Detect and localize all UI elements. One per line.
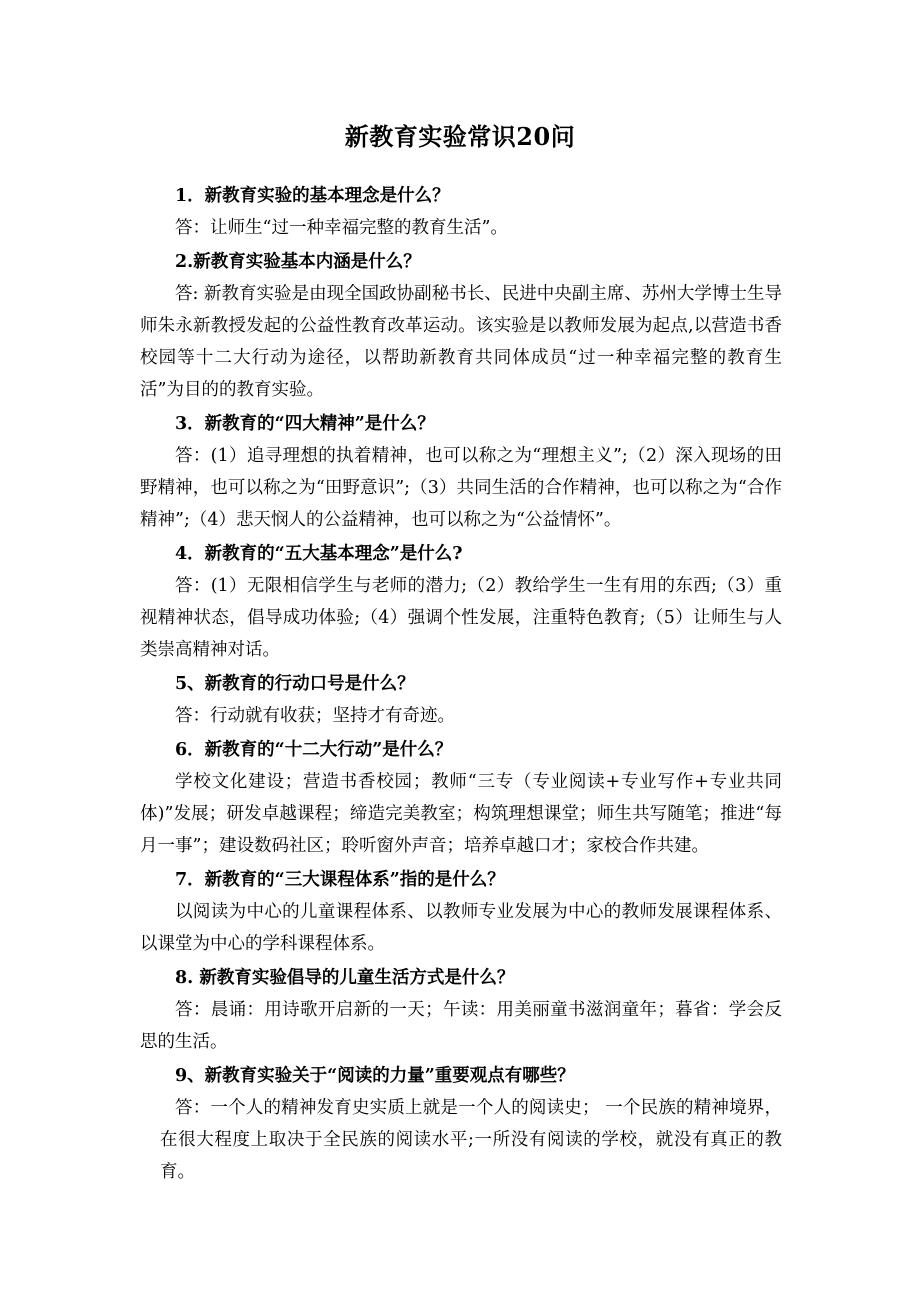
question-9: 9、新教育实验关于“阅读的力量”重要观点有哪些？ <box>175 1066 575 1086</box>
question-7: 7．新教育的“三大课程体系”指的是什么？ <box>175 870 505 890</box>
qa-item-8 <box>140 960 782 1058</box>
qa-item-6 <box>140 732 782 862</box>
qa-item-3 <box>140 406 782 536</box>
qa-list <box>140 178 782 1188</box>
question-3: 3．新教育的“四大精神”是什么？ <box>175 414 435 434</box>
qa-item-2 <box>140 244 782 406</box>
question-2: 2.新教育实验基本内涵是什么？ <box>175 252 421 272</box>
question-8: 8. 新教育实验倡导的儿童生活方式是什么？ <box>175 968 515 988</box>
question-1: 1．新教育实验的基本理念是什么？ <box>175 186 450 206</box>
qa-item-1 <box>140 178 782 244</box>
answer-3: 答：(1）追寻理想的执着精神，也可以称之为“理想主义”;（2）深入现场的田野精神，也可以称之为“田野意识”;（3）共同生活的合作精神，也可以称之为“合作精神”;（4）悲天悯人的公益精神，也可以称之为“公益情怀”。 <box>140 446 782 530</box>
answer-2: 答: 新教育实验是由现全国政协副秘书长、民进中央副主席、苏州大学博士生导师朱永新教授发起的公益性教育改革运动。该实验是以教师发展为起点,以营造书香校园等十二大行动为途径，以帮助新教育共同体成员“过一种幸福完整的教育生活”为目的的教育实验。 <box>140 284 782 400</box>
question-5: 5、新教育的行动口号是什么？ <box>175 674 415 694</box>
qa-item-7 <box>140 862 782 960</box>
page-title: 新教育实验常识20问 <box>344 122 576 151</box>
answer-9: 答：一个人的精神发育史实质上就是一个人的阅读史； 一个民族的精神境界，在很大程度上取决于全民族的阅读水平;一所没有阅读的学校，就没有真正的教育。 <box>160 1098 782 1182</box>
answer-6: 学校文化建设；营造书香校园；教师“三专（专业阅读+专业写作+专业共同体)”发展；研发卓越课程；缔造完美教室；构筑理想课堂；师生共写随笔；推进“每月一事”；建设数码社区；聆听窗外声音；培养卓越口才；家校合作共建。 <box>140 772 782 856</box>
answer-1: 答：让师生“过一种幸福完整的教育生活”。 <box>175 218 508 238</box>
question-4: 4．新教育的“五大基本理念”是什么? <box>175 544 463 564</box>
question-6: 6．新教育的“十二大行动”是什么？ <box>175 740 453 760</box>
qa-item-9 <box>140 1058 782 1188</box>
answer-4: 答：(1）无限相信学生与老师的潜力;（2）教给学生一生有用的东西;（3）重视精神状态，倡导成功体验;（4）强调个性发展，注重特色教育;（5）让师生与人类崇高精神对话。 <box>140 576 782 660</box>
answer-7: 以阅读为中心的儿童课程体系、以教师专业发展为中心的教师发展课程体系、以课堂为中心的学科课程体系。 <box>140 902 782 954</box>
answer-8: 答：晨诵：用诗歌开启新的一天；午读：用美丽童书滋润童年；暮省：学会反思的生活。 <box>140 1000 782 1052</box>
qa-item-4 <box>140 536 782 666</box>
qa-item-5 <box>140 666 782 732</box>
answer-5: 答：行动就有收获；坚持才有奇迹。 <box>175 706 455 726</box>
